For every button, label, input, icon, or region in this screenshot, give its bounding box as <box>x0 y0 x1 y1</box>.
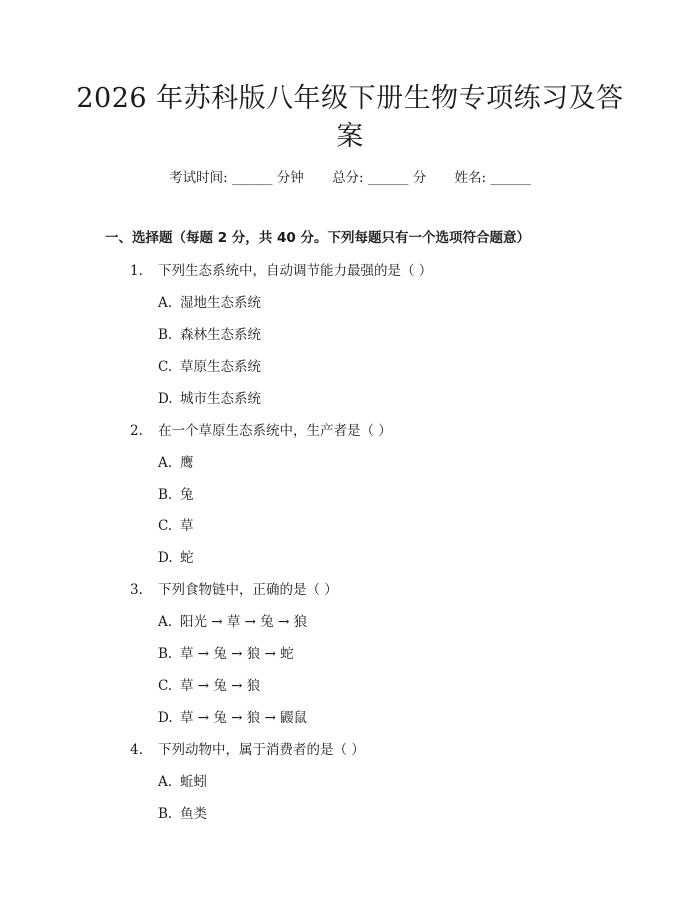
total-score-blank: ______ <box>367 170 409 186</box>
exam-time-field <box>169 168 304 188</box>
option-text: 草 → 兔 → 狼 <box>180 678 261 694</box>
option-text: 蚯蚓 <box>180 774 207 790</box>
option-text: 草 → 兔 → 狼 → 蛇 <box>180 646 294 662</box>
option-text: 湿地生态系统 <box>180 295 261 311</box>
exam-time-blank: ______ <box>231 170 273 186</box>
option-text: 鱼类 <box>180 806 207 822</box>
question-number: 2. <box>130 423 143 439</box>
option-text: 阳光 → 草 → 兔 → 狼 <box>180 614 308 630</box>
option-letter: A. <box>158 614 173 630</box>
document-title <box>70 80 630 156</box>
option-letter: A. <box>158 774 173 790</box>
option-letter: D. <box>158 710 173 726</box>
option-letter: D. <box>158 550 173 566</box>
option-text: 鹰 <box>180 455 194 471</box>
option-letter: C. <box>158 359 173 375</box>
option-text: 蛇 <box>180 550 194 566</box>
exam-info-row <box>0 168 700 188</box>
option-letter: B. <box>158 806 173 822</box>
option-text: 草原生态系统 <box>180 359 261 375</box>
option-text: 草 → 兔 → 狼 → 鼹鼠 <box>180 710 308 726</box>
total-score-field <box>332 168 426 188</box>
student-name-field <box>455 168 531 188</box>
section-heading: 一、选择题（每题 2 分，共 40 分。下列每题只有一个选项符合题意） <box>105 230 530 246</box>
option-letter: B. <box>158 327 173 343</box>
option-text: 森林生态系统 <box>180 327 261 343</box>
option-letter: B. <box>158 487 173 503</box>
question-number: 1. <box>130 263 143 279</box>
total-score-label: 总分: <box>332 170 364 186</box>
exam-time-unit: 分钟 <box>276 170 304 186</box>
option-letter: C. <box>158 518 173 534</box>
question-number: 4. <box>130 742 143 758</box>
option-text: 城市生态系统 <box>180 391 261 407</box>
option-text: 兔 <box>180 487 194 503</box>
total-score-unit: 分 <box>412 170 427 186</box>
title-line-1: 2026 年苏科版八年级下册生物专项练习及答 <box>76 83 624 114</box>
option-letter: A. <box>158 455 173 471</box>
exam-time-label: 考试时间: <box>169 170 228 186</box>
option-letter: D. <box>158 391 173 407</box>
option-text: 草 <box>180 518 194 534</box>
option-letter: B. <box>158 646 173 662</box>
option-letter: A. <box>158 295 173 311</box>
student-name-blank: ______ <box>490 170 531 186</box>
student-name-label: 姓名: <box>454 170 487 186</box>
title-line-2: 案 <box>336 121 364 152</box>
question-text: 下列食物链中，正确的是（ ） <box>158 582 338 598</box>
question-text: 下列生态系统中，自动调节能力最强的是（ ） <box>158 263 433 279</box>
option-letter: C. <box>158 678 173 694</box>
question-text: 在一个草原生态系统中，生产者是（ ） <box>158 423 392 439</box>
question-number: 3. <box>130 582 143 598</box>
question-text: 下列动物中，属于消费者的是（ ） <box>158 742 365 758</box>
